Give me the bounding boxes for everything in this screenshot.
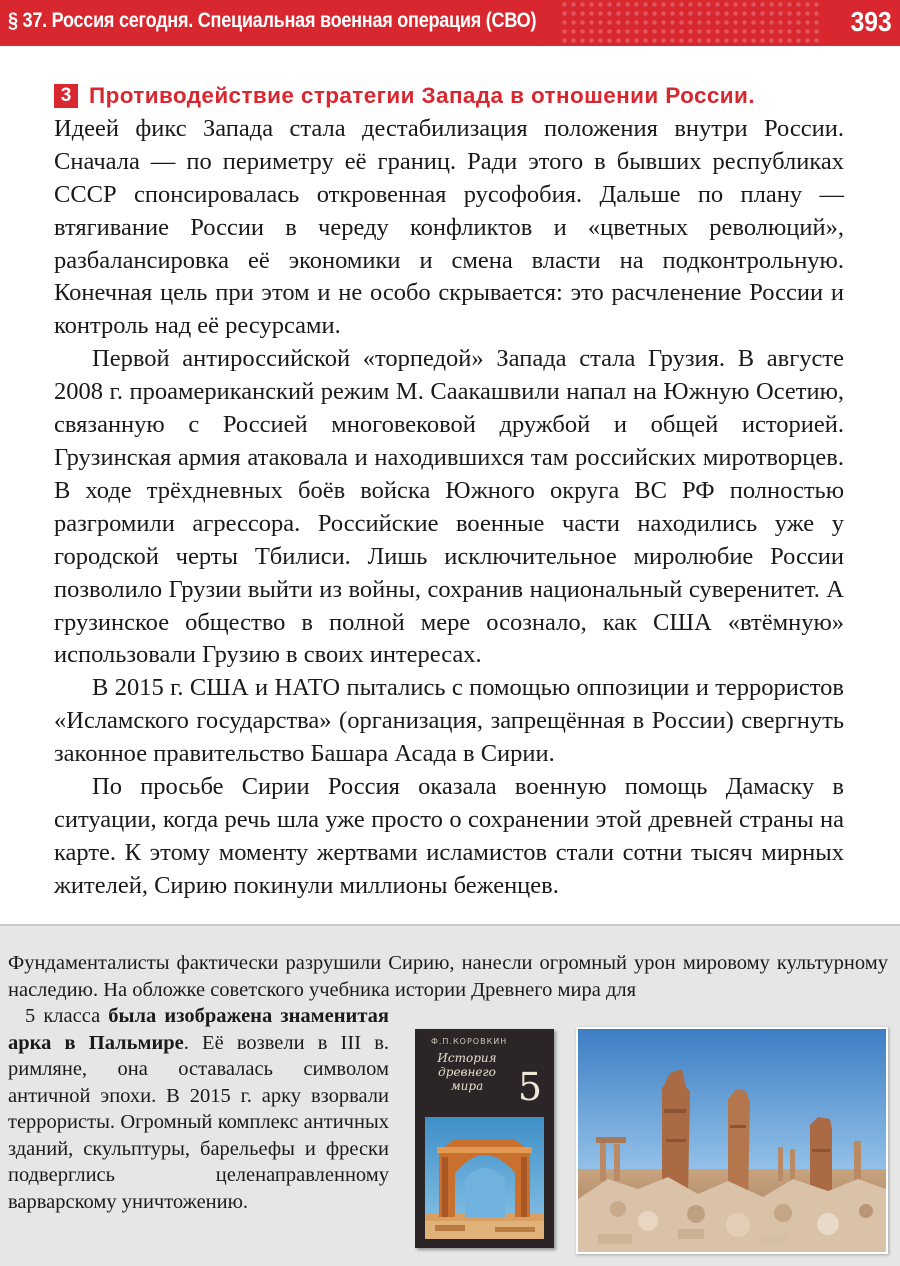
caption-column-text [8, 1003, 389, 1215]
main-text [54, 80, 844, 903]
caption-col-start: 5 класса [25, 1005, 109, 1027]
paragraph-3: В 2015 г. США и НАТО пытались с помощью оппозиции и террористов «Исламского государства» (организация, запрещённая в России) свергнуть законное правительство Башара Асада в Сирии. [54, 674, 844, 768]
book-grade-number: 5 [517, 1065, 542, 1109]
book-author: Ф.П.КОРОВКИН [431, 1037, 508, 1046]
textbook-cover-image [415, 1029, 554, 1248]
paragraph-4: По просьбе Сирии Россия оказала военную помощь Дамаску в ситуации, когда речь шла уже просто о сохранении этой древней страны на карте. К этому моменту жертвами исламистов стали сотни тысяч мирных жителей, Сирию покинули миллионы беженцев. [54, 773, 844, 899]
section-heading [54, 80, 844, 113]
section-number-badge: 3 [54, 84, 78, 108]
caption-bold-phrase: была изображена знаменитая арка в Пальмире [8, 1005, 389, 1054]
caption-intro-text: Фундаменталисты фактически разрушили Сирию, нанесли огромный урон мировому культурному наследию. На обложке советского учебника истории Древнего мира для [8, 952, 888, 1001]
header-band [0, 0, 900, 46]
box-divider [0, 924, 900, 926]
header-dot-pattern [560, 0, 820, 46]
book-title: История древнего мира [437, 1051, 497, 1093]
ruins-scene [578, 1029, 886, 1252]
paragraph-2: Первой антироссийской «торпедой» Запада стала Грузия. В августе 2008 г. проамериканский режим М. Саакашвили напал на Южную Осетию, связанную с Россией многовековой дружбой и общей историей. Грузинская армия атаковала и находившихся там российских миротворцев. В ходе трёхдневных боёв войска Южного округа ВС РФ полностью разгромили агрессора. Российские военные части находились уже у городской черты Тбилиси. Лишь исключительное миролюбие России позволило Грузии выйти из войны, сохранив национальный суверенитет. А грузинское общество в полной мере осознало, как США «втёмную» использовали Грузию в своих интересах. [54, 345, 844, 669]
chapter-title: § 37. Россия сегодня. Специальная военная операция (СВО) [8, 9, 537, 32]
page-number: 393 [850, 6, 892, 37]
caption-col-rest: . Её возвели в III в. римляне, она оставалась символом античной эпохи. В 2015 г. арку взорвали террористы. Огромный комплекс античных зданий, скульптуры, барельефы и фрески подверглись целенаправленному варварскому уничтожению. [8, 1031, 389, 1213]
paragraph-1: Идеей фикс Запада стала дестабилизация положения внутри России. Сначала — по периметру её границ. Ради этого в бывших республиках СССР спонсировалась откровенная русофобия. Дальше по плану — втягивание России в череду конфликтов и «цветных революций», разбалансировка её экономики и смена власти на подконтрольную. Конечная цель при этом и не особо скрывается: это расчленение России и контроль над её ресурсами. [54, 114, 844, 340]
arch-illustration [425, 1117, 544, 1239]
caption-intro [8, 950, 888, 1003]
caption-column [8, 1003, 389, 1215]
section-title: Противодействие стратегии Запада в отношении России. [89, 83, 755, 108]
palmyra-ruins-photo [576, 1027, 888, 1254]
